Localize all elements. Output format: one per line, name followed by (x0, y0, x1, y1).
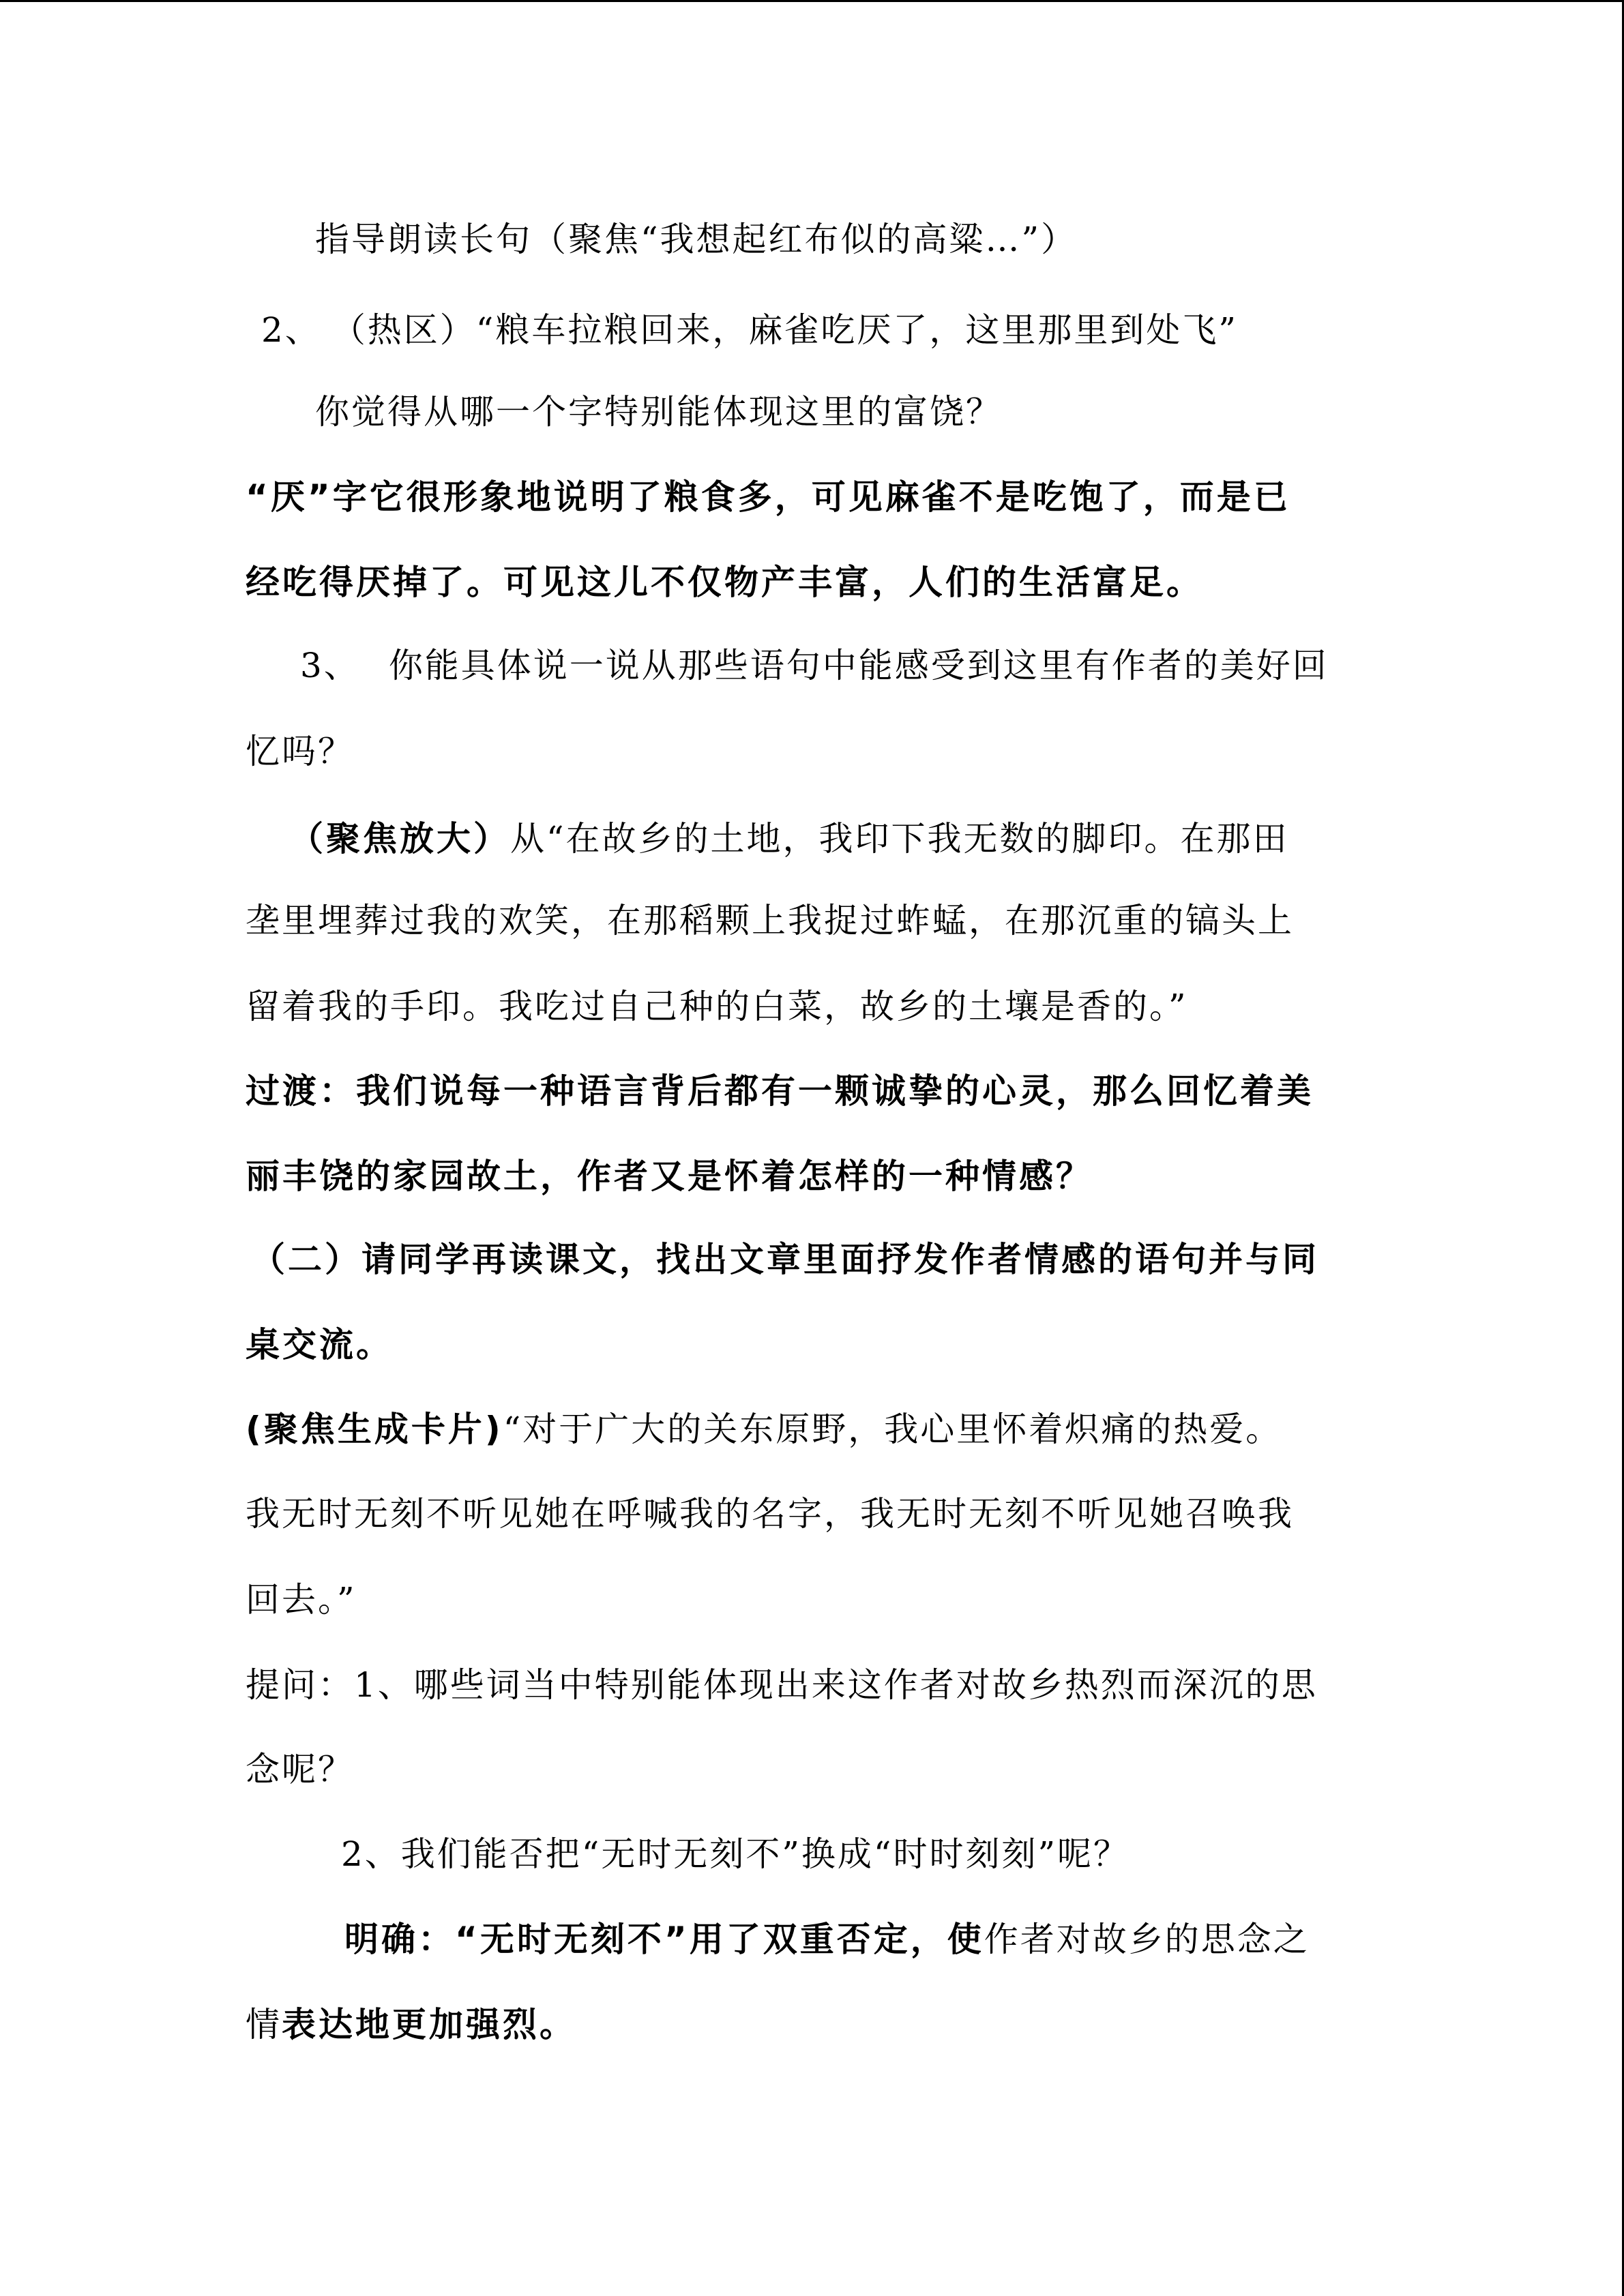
text: 提问：1、哪些词当中特别能体现出来这作者对故乡热烈而深沉的思 (246, 1665, 1318, 1705)
text: 情 (246, 2005, 282, 2044)
text: 丽丰饶的家园故土，作者又是怀着怎样的一种情感？ (246, 1157, 1093, 1196)
text: （二）请同学再读课文，找出文章里面抒发作者情感的语句并与同 (251, 1240, 1319, 1279)
paragraph-transition-line-2 (246, 1157, 1093, 1196)
paragraph-question-2 (341, 1834, 1130, 1874)
paragraph-clarify-line-2 (246, 2005, 576, 2044)
text: （热区）“粮车拉粮回来，麻雀吃厌了，这里那里到处飞” (348, 310, 1238, 350)
text: 从“在故乡的土地，我印下我无数的脚印。在那田 (510, 819, 1289, 859)
paragraph-answer-line-2 (246, 563, 1203, 602)
text: 你觉得从哪一个字特别能体现这里的富饶？ (315, 392, 1002, 432)
paragraph-card-line-2 (246, 1494, 1294, 1534)
text: “对于广大的关东原野，我心里怀着炽痛的热爱。 (503, 1410, 1282, 1449)
paragraph-zoom-line-1 (289, 819, 1289, 859)
text: 作者对故乡的思念之 (984, 1920, 1310, 1959)
bold-text: 明确：“无时无刻不”用了双重否定，使 (344, 1920, 984, 1959)
text: 留着我的手印。我吃过自己种的白菜，故乡的土壤是香的。” (246, 987, 1188, 1026)
label: (聚焦生成卡片) (246, 1410, 503, 1449)
paragraph-reading-guide (315, 220, 1078, 259)
paragraph-hotspot (261, 310, 1238, 350)
bold-text: 表达地更加强烈。 (282, 2005, 576, 2044)
paragraph-question-1-line-1 (246, 1665, 1318, 1705)
text: 过渡：我们说每一种语言背后都有一颗诚挚的心灵，那么回忆着美 (246, 1071, 1314, 1111)
text: 2、我们能否把“无时无刻不”换成“时时刻刻”呢？ (341, 1834, 1130, 1874)
paragraph-section-2-line-2 (246, 1325, 393, 1365)
paragraph-item-3-line-2 (246, 734, 354, 769)
text: 念呢？ (246, 1750, 354, 1789)
paragraph-question (315, 392, 1002, 432)
paragraph-answer-line-1 (246, 477, 1290, 517)
label: （聚焦放大） (289, 819, 510, 859)
text: 桌交流。 (246, 1325, 393, 1365)
paragraph-transition-line-1 (246, 1071, 1314, 1111)
item-number: 2、 (261, 310, 321, 350)
text: 我无时无刻不听见她在呼喊我的名字，我无时无刻不听见她召唤我 (246, 1494, 1294, 1534)
text: 指导朗读长句（聚焦“我想起红布似的高粱…”） (315, 220, 1078, 259)
paragraph-zoom-line-3 (246, 989, 1188, 1024)
paragraph-card-line-3 (246, 1580, 357, 1620)
text: 忆吗？ (246, 732, 354, 771)
text: 你能具体说一说从那些语句中能感受到这里有作者的美好回 (388, 646, 1329, 685)
item-number: 3、 (300, 646, 360, 685)
paragraph-question-1-line-2 (246, 1750, 354, 1789)
paragraph-card-line-1 (246, 1410, 1282, 1449)
paragraph-zoom-line-2 (246, 901, 1294, 940)
paragraph-clarify-line-1 (344, 1920, 1310, 1959)
paragraph-item-3-line-1 (300, 648, 1329, 683)
paragraph-section-2-line-1 (251, 1242, 1319, 1277)
text: “厌”字它很形象地说明了粮食多，可见麻雀不是吃饱了，而是已 (246, 477, 1290, 517)
text: 垄里埋葬过我的欢笑，在那稻颗上我捉过蚱蜢，在那沉重的镐头上 (246, 901, 1294, 940)
text: 经吃得厌掉了。可见这儿不仅物产丰富，人们的生活富足。 (246, 563, 1203, 602)
text: 回去。” (246, 1580, 357, 1620)
